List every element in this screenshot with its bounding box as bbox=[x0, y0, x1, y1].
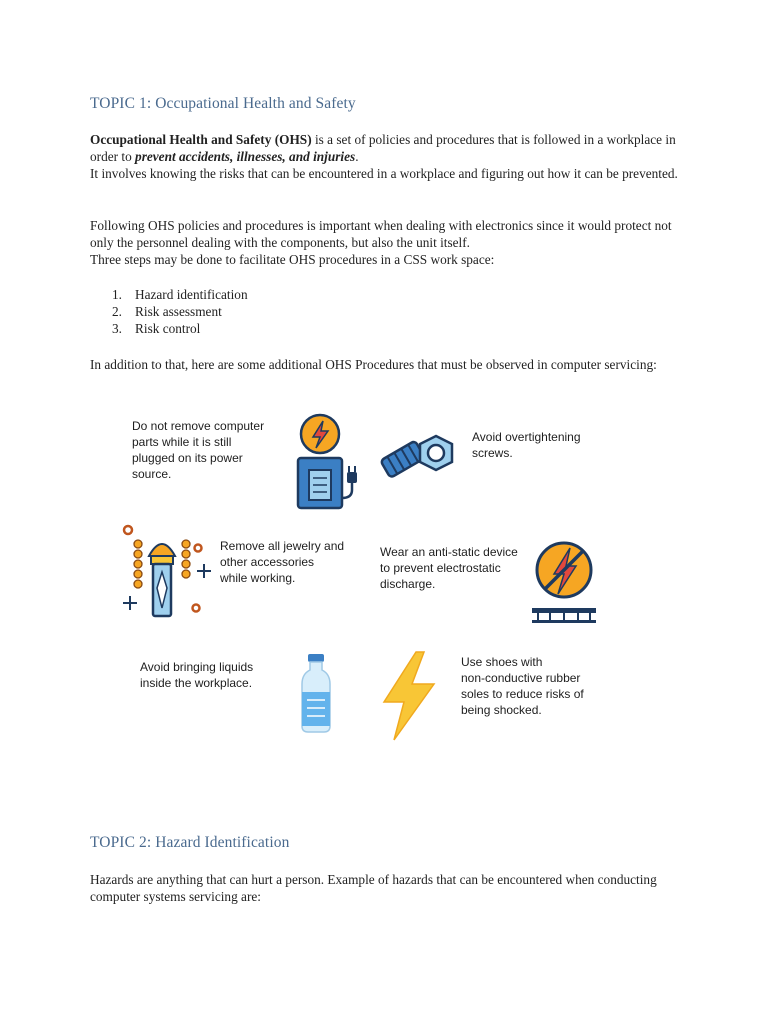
procedure-caption: Do not remove computer parts while it is still plugged on its power source. bbox=[132, 419, 265, 481]
ohs-importance-paragraph: Following OHS policies and procedures is important when dealing with electronics since it would protect not only the personnel dealing with the components, but also the unit itself. Three steps may be done to facilitate OHS procedures in a CSS work space: bbox=[90, 218, 672, 267]
power-supply-icon bbox=[286, 412, 370, 517]
water-bottle-icon bbox=[296, 652, 336, 739]
procedure-caption: Remove all jewelry and other accessories while working. bbox=[220, 539, 345, 585]
procedure-caption: Wear an anti-static device to prevent electrostatic discharge. bbox=[380, 545, 518, 591]
screw-nut-icon bbox=[376, 428, 462, 497]
procedure-caption: Avoid overtightening screws. bbox=[472, 430, 581, 460]
lightning-bolt-icon bbox=[378, 650, 438, 747]
list-item: 1. Hazard identification bbox=[112, 287, 248, 302]
list-item: 2. Risk assessment bbox=[112, 304, 222, 319]
topic2-heading: TOPIC 2: Hazard Identification bbox=[90, 834, 290, 851]
ohs-term: Occupational Health and Safety (OHS) bbox=[90, 132, 312, 147]
procedure-caption: Use shoes with non-conductive rubber soles to reduce risks of being shocked. bbox=[461, 655, 584, 717]
ohs-steps-list bbox=[112, 286, 248, 337]
ohs-definition-text: is a set of policies and procedures that is followed in a workplace in order to bbox=[90, 132, 676, 164]
additional-procedures-paragraph: In addition to that, here are some additional OHS Procedures that must be observed in computer servicing: bbox=[90, 357, 657, 372]
topic1-heading: TOPIC 1: Occupational Health and Safety bbox=[90, 95, 356, 112]
anti-static-icon bbox=[528, 534, 600, 631]
ohs-procedures-infographic bbox=[110, 408, 630, 744]
ohs-emphasis: prevent accidents, illnesses, and injuries bbox=[135, 149, 356, 164]
list-item: 3. Risk control bbox=[112, 321, 201, 336]
ohs-definition-paragraph: Occupational Health and Safety (OHS) is a set of policies and procedures that is followed in a workplace in order to prevent accidents, illnesses, and injuries. It involves knowing the risks that can be encountered in a workplace and figuring out how it can be prevented. bbox=[90, 132, 678, 181]
jewelry-icon bbox=[116, 520, 216, 629]
hazards-paragraph: Hazards are anything that can hurt a person. Example of hazards that can be encountered when conducting computer systems servicing are: bbox=[90, 872, 657, 904]
procedure-caption: Avoid bringing liquids inside the workplace. bbox=[140, 660, 254, 690]
ohs-risk-text: It involves knowing the risks that can be encountered in a workplace and figuring out how it can be prevented. bbox=[90, 166, 678, 181]
